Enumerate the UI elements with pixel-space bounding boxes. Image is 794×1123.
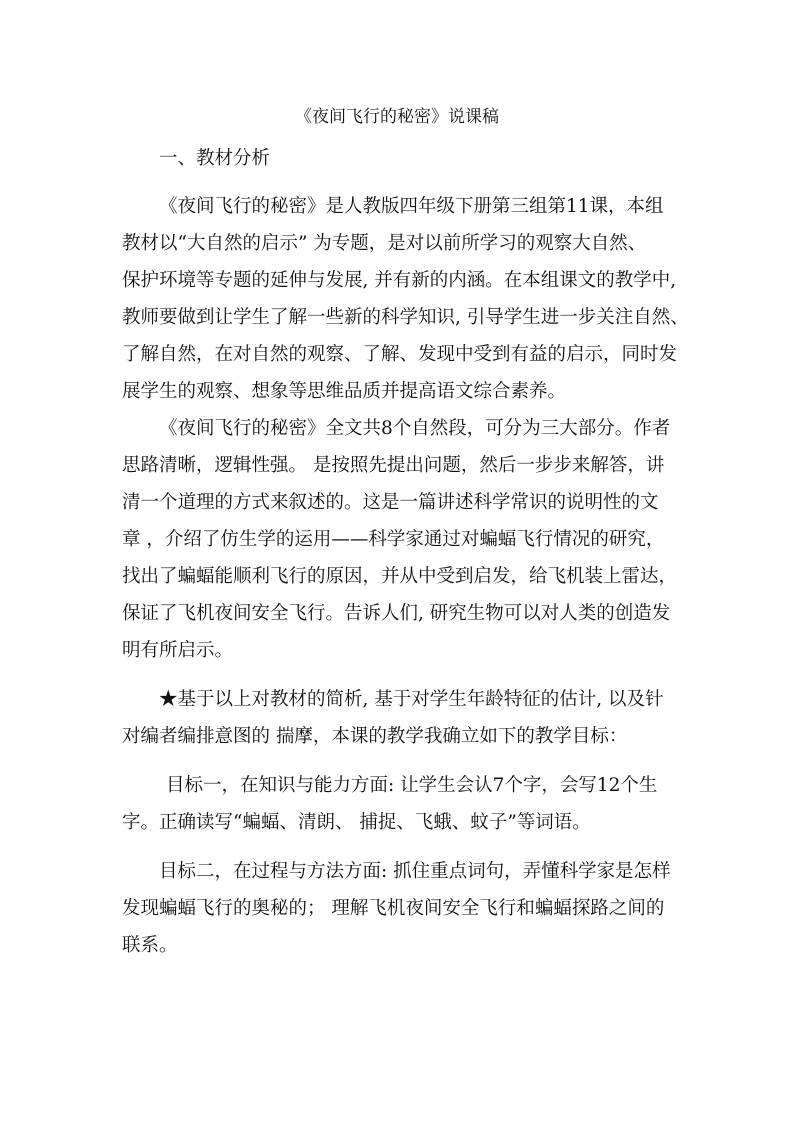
text-line: 目标一，在知识与能力方面: 让学生会认7个字，会写12个生 bbox=[166, 775, 658, 796]
text-line: 了解自然，在对自然的观察、了解、发现中受到有益的启示，同时发 bbox=[122, 344, 678, 365]
text-line: 清一个道理的方式来叙述的。这是一篇讲述科学常识的说明性的文 bbox=[122, 492, 659, 513]
paragraph-gap bbox=[122, 176, 682, 188]
text-line: 保证了飞机夜间安全飞行。告诉人们, 研究生物可以对人类的创造发 bbox=[122, 603, 671, 624]
paragraph-goal-two bbox=[122, 853, 682, 964]
paragraph-goal-one bbox=[122, 767, 682, 841]
text-line: 联系。 bbox=[122, 935, 178, 956]
text-line: 《夜间飞行的秘密》是人教版四年级下册第三组第11课，本组 bbox=[159, 196, 664, 217]
paragraph-gap bbox=[122, 841, 682, 853]
text-line: 明有所启示。 bbox=[122, 640, 234, 661]
text-line: 展学生的观察、想象等思维品质并提高语文综合素养。 bbox=[122, 381, 567, 402]
text-line: ★基于以上对教材的简析, 基于对学生年龄特征的估计, 以及针 bbox=[159, 689, 664, 710]
paragraph-gap bbox=[122, 755, 682, 767]
text-line: 章 ，介绍了仿生学的运用——科学家通过对蝙蝠飞行情况的研究， bbox=[122, 529, 665, 550]
text-line: 思路清晰，逻辑性强。 是按照先提出问题，然后一步步来解答，讲 bbox=[122, 455, 665, 476]
text-line: 教材以“大自然的启示” 为专题，是对以前所学习的观察大自然、 bbox=[122, 233, 647, 254]
paragraph-gap bbox=[122, 669, 682, 681]
text-line: 教师要做到让学生了解一些新的科学知识, 引导学生进一步关注自然、 bbox=[122, 307, 689, 328]
document-body bbox=[122, 142, 689, 964]
paragraph-text-structure bbox=[122, 410, 682, 669]
paragraph-teaching-goals-intro bbox=[122, 681, 682, 755]
paragraph-textbook-intro bbox=[122, 188, 689, 410]
text-line: 目标二，在过程与方法方面: 抓住重点词句，弄懂科学家是怎样 bbox=[159, 861, 671, 882]
text-line: 找出了蝙蝠能顺利飞行的原因，并从中受到启发，给飞机装上雷达， bbox=[122, 566, 678, 587]
text-line: 保护环境等专题的延伸与发展, 并有新的内涵。在本组课文的教学中, bbox=[122, 270, 677, 291]
document-title: 《夜间飞行的秘密》说课稿 bbox=[295, 107, 499, 127]
section-heading: 一、教材分析 bbox=[159, 148, 271, 169]
text-line: 《夜间飞行的秘密》全文共8个自然段，可分为三大部分。作者 bbox=[159, 418, 671, 439]
text-line: 对编者编排意图的 揣摩，本课的教学我确立如下的教学目标： bbox=[122, 726, 628, 747]
text-line: 字。正确读写“蝙蝠、清朗、 捕捉、飞蛾、蚊子”等词语。 bbox=[122, 812, 591, 833]
text-line: 发现蝙蝠飞行的奥秘的； 理解飞机夜间安全飞行和蝙蝠探路之间的 bbox=[122, 898, 665, 919]
